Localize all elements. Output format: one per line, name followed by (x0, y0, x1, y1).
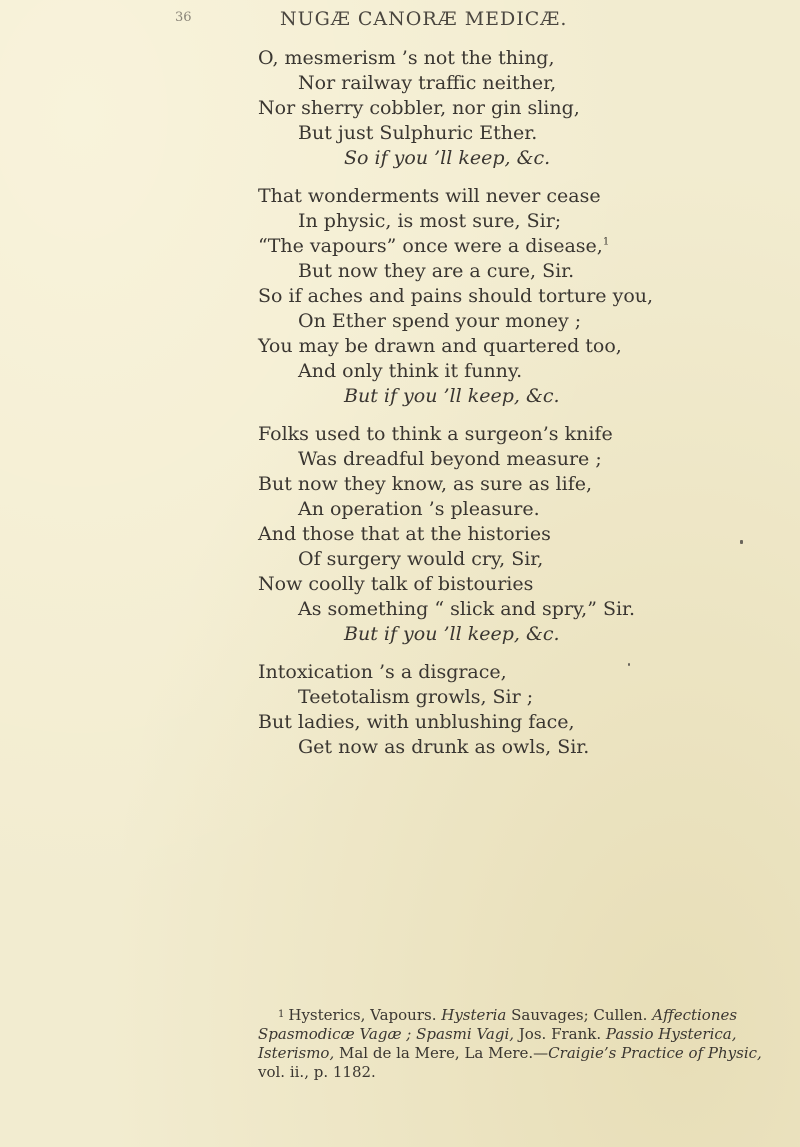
poem-line: But just Sulphuric Ether. (298, 122, 538, 144)
stanza-4 (258, 660, 778, 760)
poem-line: And those that at the histories (258, 523, 551, 545)
poem-line: Of surgery would cry, Sir, (298, 548, 544, 570)
poem-line: Intoxication ’s a disgrace, (258, 661, 507, 683)
poem-line: So if aches and pains should torture you, (258, 285, 654, 307)
poem-line: An operation ’s pleasure. (298, 498, 540, 520)
poem-line: Teetotalism growls, Sir ; (298, 686, 534, 708)
footnote-text: Hysterics, Vapours. (288, 1006, 437, 1024)
running-head: NUGÆ CANORÆ MEDICÆ. (280, 8, 568, 30)
poem-line: On Ether spend your money ; (298, 310, 582, 332)
poem-line: You may be drawn and quartered too, (258, 335, 622, 357)
poem-line: Get now as drunk as owls, Sir. (298, 736, 590, 758)
poem-line: Nor railway traffic neither, (298, 72, 557, 94)
poem-line: But ladies, with unblushing face, (258, 711, 575, 733)
refrain: But if you ’ll keep, &c. (344, 623, 560, 645)
stanza-2 (258, 184, 778, 409)
footnote-text: vol. ii., p. 1182. (258, 1063, 376, 1081)
footnote (258, 1005, 778, 1082)
footnote-text: Mal de la Mere, La Mere.— (339, 1044, 549, 1062)
poem-line: And only think it funny. (298, 360, 523, 382)
poem-line-with-footnote (258, 234, 778, 259)
footnote-text: Sauvages; Cullen. (511, 1006, 648, 1024)
paper-speck (628, 663, 630, 666)
refrain: But if you ’ll keep, &c. (344, 385, 560, 407)
poem-line: Folks used to think a surgeon’s knife (258, 423, 613, 445)
footnote-italic: Passio Hysterica, Isterismo, (258, 1025, 737, 1062)
stanza-1 (258, 46, 778, 171)
footnote-number: 1 (278, 1009, 285, 1020)
poem-line: In physic, is most sure, Sir; (298, 210, 562, 232)
poem (258, 46, 778, 773)
page-number: 36 (175, 10, 192, 25)
poem-line-text: “The vapours” once were a disease, (258, 235, 603, 257)
footnote-italic: Craigie’s Practice of Physic, (548, 1044, 762, 1062)
poem-line: Was dreadful beyond measure ; (298, 448, 602, 470)
poem-line: O, mesmerism ’s not the thing, (258, 47, 555, 69)
footnote-marker: 1 (602, 236, 610, 248)
poem-line: But now they are a cure, Sir. (298, 260, 575, 282)
poem-line: Nor sherry cobbler, nor gin sling, (258, 97, 580, 119)
paper-speck (740, 540, 743, 544)
poem-line: That wonderments will never cease (258, 185, 601, 207)
footnote-italic: Hysteria (441, 1006, 507, 1024)
refrain: So if you ’ll keep, &c. (344, 147, 551, 169)
poem-line: As something “ slick and spry,” Sir. (298, 598, 636, 620)
footnote-italic: Affectiones Spasmodicæ Vagæ ; Spasmi Vagi, (258, 1006, 738, 1043)
poem-line: But now they know, as sure as life, (258, 473, 593, 495)
footnote-text: Jos. Frank. (518, 1025, 602, 1043)
poem-line: Now coolly talk of bistouries (258, 573, 534, 595)
stanza-3 (258, 422, 778, 647)
